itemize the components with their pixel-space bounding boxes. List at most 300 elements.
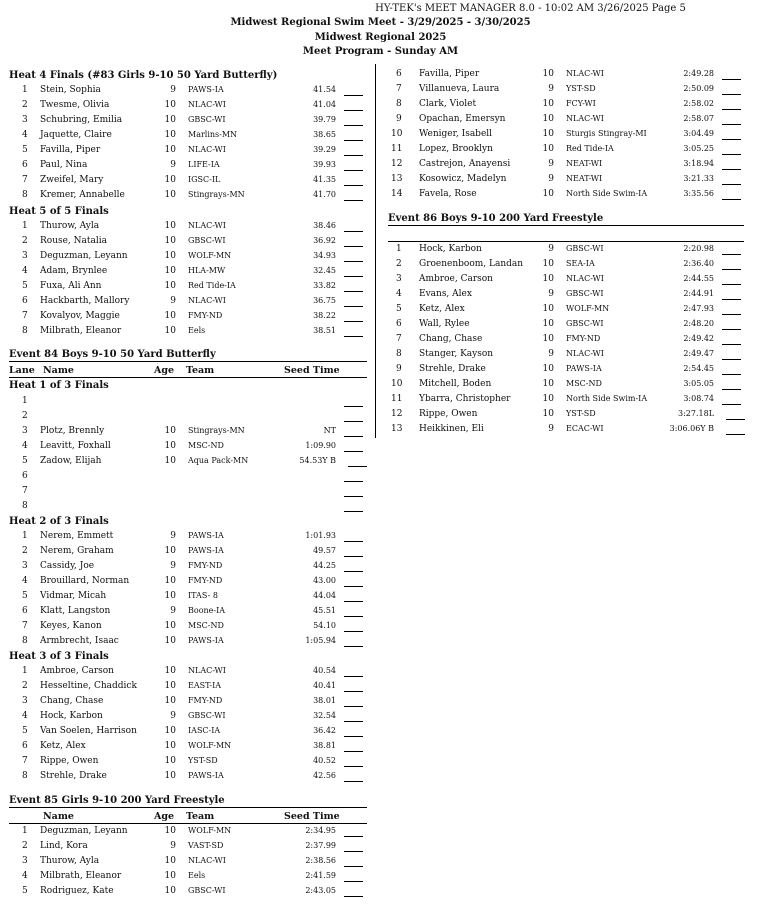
seed-time: 2:49.47 xyxy=(683,349,714,358)
result-blank[interactable] xyxy=(344,881,363,882)
result-blank[interactable] xyxy=(722,404,741,405)
result-blank[interactable] xyxy=(722,154,741,155)
seed-time: 54.10 xyxy=(313,621,336,630)
result-blank[interactable] xyxy=(344,586,363,587)
lane-number: 5 xyxy=(396,304,402,314)
seed-time: 41.35 xyxy=(313,175,336,184)
seed-time: 42.56 xyxy=(313,771,336,780)
col-team: Team xyxy=(186,811,215,822)
swimmer-name: Ketz, Alex xyxy=(40,741,86,751)
swimmer-name: Strehle, Drake xyxy=(419,364,486,374)
header-rule xyxy=(388,225,744,226)
result-blank[interactable] xyxy=(722,329,741,330)
lane-number: 3 xyxy=(22,561,28,571)
seed-time: 38.51 xyxy=(313,326,336,335)
team-name: ITAS- 8 xyxy=(188,591,218,600)
swimmer-age: 10 xyxy=(542,409,554,419)
program-title: Meet Program - Sunday AM xyxy=(302,46,459,57)
swimmer-name: Rippe, Owen xyxy=(419,409,478,419)
swimmer-name: Heikkinen, Eli xyxy=(419,424,484,434)
lane-number: 8 xyxy=(22,190,28,200)
team-name: Eels xyxy=(188,326,206,335)
swimmer-name: Milbrath, Eleanor xyxy=(40,871,122,881)
result-blank[interactable] xyxy=(344,646,363,647)
team-name: GBSC-WI xyxy=(188,886,226,895)
seed-time: 41.04 xyxy=(313,100,336,109)
result-blank[interactable] xyxy=(344,451,363,452)
result-blank[interactable] xyxy=(344,631,363,632)
swimmer-name: Castrejon, Anayensi xyxy=(419,159,511,169)
result-blank[interactable] xyxy=(344,766,363,767)
lane-number: 4 xyxy=(396,289,402,299)
result-blank[interactable] xyxy=(344,866,363,867)
col-team: Team xyxy=(186,365,215,376)
swimmer-name: Armbrecht, Isaac xyxy=(40,636,119,646)
result-blank[interactable] xyxy=(344,231,363,232)
result-blank[interactable] xyxy=(344,896,363,897)
team-name: YST-SD xyxy=(566,84,596,93)
seed-time: 2:58.07 xyxy=(683,114,714,123)
lane-number: 14 xyxy=(391,189,403,199)
result-blank[interactable] xyxy=(722,284,741,285)
swimmer-age: 10 xyxy=(164,756,176,766)
seed-time: 1:05.94 xyxy=(305,636,336,645)
swimmer-age: 10 xyxy=(164,826,176,836)
col-name: Name xyxy=(43,811,74,822)
result-blank[interactable] xyxy=(722,299,741,300)
lane-number: 8 xyxy=(396,349,402,359)
swimmer-name: Stanger, Kayson xyxy=(419,349,494,359)
swimmer-name: Vidmar, Micah xyxy=(40,591,107,601)
team-name: NLAC-WI xyxy=(188,296,226,305)
header-rule xyxy=(9,807,367,808)
swimmer-age: 10 xyxy=(164,441,176,451)
swimmer-name: Lind, Kora xyxy=(40,841,88,851)
team-name: Stingrays-MN xyxy=(188,190,245,199)
lane-number: 8 xyxy=(22,326,28,336)
team-name: VAST-SD xyxy=(188,841,224,850)
result-blank[interactable] xyxy=(722,199,741,200)
lane-number: 7 xyxy=(22,311,28,321)
team-name: IGSC-IL xyxy=(188,175,221,184)
seed-time: 3:27.18L xyxy=(678,409,714,418)
result-blank[interactable] xyxy=(344,736,363,737)
result-blank[interactable] xyxy=(722,184,741,185)
swimmer-age: 10 xyxy=(164,251,176,261)
swimmer-age: 10 xyxy=(164,115,176,125)
lane-number: 1 xyxy=(22,221,28,231)
swimmer-name: Kremer, Annabelle xyxy=(40,190,125,200)
entry-row xyxy=(0,409,761,424)
lane-number: 3 xyxy=(22,696,28,706)
lane-number: 9 xyxy=(396,114,402,124)
lane-number: 7 xyxy=(22,175,28,185)
entry-row xyxy=(0,546,761,561)
swimmer-age: 10 xyxy=(164,856,176,866)
swimmer-age: 9 xyxy=(170,711,176,721)
heat-title: Heat 1 of 3 Finals xyxy=(9,380,109,391)
entry-row xyxy=(0,696,761,711)
entry-row xyxy=(0,501,761,516)
lane-number: 3 xyxy=(22,115,28,125)
entry-row xyxy=(0,606,761,621)
seed-time: 38.22 xyxy=(313,311,336,320)
header-rule xyxy=(388,241,744,242)
entry-row xyxy=(0,394,761,409)
swimmer-name: Ambroe, Carson xyxy=(419,274,493,284)
team-name: GBSC-WI xyxy=(566,319,604,328)
swimmer-age: 9 xyxy=(170,296,176,306)
team-name: GBSC-WI xyxy=(188,711,226,720)
entry-row xyxy=(0,69,761,84)
header-rule xyxy=(9,823,367,824)
result-blank[interactable] xyxy=(344,481,363,482)
seed-time: 33.82 xyxy=(313,281,336,290)
swimmer-name: Brouillard, Norman xyxy=(40,576,130,586)
event-title: Event 84 Boys 9-10 50 Yard Butterfly xyxy=(9,349,216,360)
entry-row xyxy=(0,826,761,841)
lane-number: 8 xyxy=(396,99,402,109)
team-name: Red Tide-IA xyxy=(188,281,236,290)
swimmer-age: 10 xyxy=(164,456,176,466)
event-title: Event 86 Boys 9-10 200 Yard Freestyle xyxy=(388,213,604,224)
col-name: Name xyxy=(43,365,74,376)
lane-number: 4 xyxy=(22,871,28,881)
swimmer-name: Fuxa, Ali Ann xyxy=(40,281,102,291)
entry-row xyxy=(0,144,761,159)
entry-row xyxy=(0,334,761,349)
seed-time: NT xyxy=(323,426,336,435)
lane-number: 6 xyxy=(22,471,28,481)
team-name: WOLF-MN xyxy=(188,741,232,750)
event-title: Event 85 Girls 9-10 200 Yard Freestyle xyxy=(9,795,225,806)
swimmer-name: Groenenboom, Landan xyxy=(419,259,524,269)
entry-row xyxy=(0,636,761,651)
team-name: NLAC-WI xyxy=(188,145,226,154)
col-age: Age xyxy=(154,811,175,822)
lane-number: 5 xyxy=(22,145,28,155)
swimmer-age: 10 xyxy=(542,114,554,124)
lane-number: 2 xyxy=(22,681,28,691)
heat-title: Heat 2 of 3 Finals xyxy=(9,516,109,527)
seed-time: 2:54.45 xyxy=(683,364,714,373)
swimmer-name: Mitchell, Boden xyxy=(419,379,492,389)
result-blank[interactable] xyxy=(344,836,363,837)
team-name: GBSC-WI xyxy=(188,236,226,245)
lane-number: 2 xyxy=(22,841,28,851)
team-name: WOLF-MN xyxy=(188,826,232,835)
swimmer-name: Zweifel, Mary xyxy=(40,175,104,185)
entry-row xyxy=(0,621,761,636)
entry-row xyxy=(0,349,761,364)
lane-number: 8 xyxy=(22,636,28,646)
swimmer-age: 10 xyxy=(542,304,554,314)
result-blank[interactable] xyxy=(344,691,363,692)
team-name: FMY-ND xyxy=(188,561,223,570)
heat-title: Heat 3 of 3 Finals xyxy=(9,651,109,662)
result-blank[interactable] xyxy=(726,419,745,420)
swimmer-age: 10 xyxy=(542,319,554,329)
swimmer-name: Schubring, Emilia xyxy=(40,115,123,125)
team-name: Boone-IA xyxy=(188,606,226,615)
result-blank[interactable] xyxy=(344,851,363,852)
team-name: PAWS-IA xyxy=(566,364,602,373)
result-blank[interactable] xyxy=(344,496,363,497)
swimmer-age: 10 xyxy=(164,221,176,231)
team-name: SEA-IA xyxy=(566,259,595,268)
team-name: FCY-WI xyxy=(566,99,596,108)
entry-row xyxy=(0,856,761,871)
lane-number: 7 xyxy=(22,621,28,631)
lane-number: 2 xyxy=(22,546,28,556)
swimmer-age: 10 xyxy=(164,426,176,436)
team-name: EAST-IA xyxy=(188,681,222,690)
lane-number: 4 xyxy=(22,441,28,451)
result-blank[interactable] xyxy=(722,139,741,140)
swimmer-age: 10 xyxy=(164,886,176,896)
seed-time: 36.42 xyxy=(313,726,336,735)
result-blank[interactable] xyxy=(348,466,367,467)
entry-row xyxy=(0,259,761,274)
swimmer-age: 10 xyxy=(164,591,176,601)
swimmer-name: Rippe, Owen xyxy=(40,756,99,766)
software-title: HY-TEK's MEET MANAGER 8.0 - 10:02 AM 3/26/2025 Page 5 xyxy=(375,3,686,14)
result-blank[interactable] xyxy=(722,344,741,345)
team-name: North Side Swim-IA xyxy=(566,189,648,198)
swimmer-name: Hock, Karbon xyxy=(419,244,482,254)
seed-time: 38.46 xyxy=(313,221,336,230)
entry-row xyxy=(0,771,761,786)
swimmer-age: 10 xyxy=(164,281,176,291)
seed-time: 3:35.56 xyxy=(683,189,714,198)
team-name: Marlins-MN xyxy=(188,130,238,139)
seed-time: 2:38.56 xyxy=(305,856,336,865)
entry-row xyxy=(0,841,761,856)
entry-row xyxy=(0,379,761,394)
swimmer-name: Deguzman, Leyann xyxy=(40,826,128,836)
seed-time: 38.81 xyxy=(313,741,336,750)
entry-row xyxy=(0,174,761,189)
entry-row xyxy=(0,726,761,741)
entry-row xyxy=(0,576,761,591)
lane-number: 4 xyxy=(22,130,28,140)
swimmer-age: 10 xyxy=(542,364,554,374)
team-name: Stingrays-MN xyxy=(188,426,245,435)
seed-time: 2:44.55 xyxy=(683,274,714,283)
swimmer-age: 10 xyxy=(542,99,554,109)
swimmer-name: Adam, Brynlee xyxy=(40,266,108,276)
swimmer-name: Nerem, Emmett xyxy=(40,531,114,541)
heat-title: Heat 4 Finals (#83 Girls 9-10 50 Yard Butterfly) xyxy=(9,70,278,81)
seed-time: 44.25 xyxy=(313,561,336,570)
team-name: Eels xyxy=(188,871,206,880)
entry-row xyxy=(0,114,761,129)
result-blank[interactable] xyxy=(722,374,741,375)
result-blank[interactable] xyxy=(344,676,363,677)
seed-time: 1:09.90 xyxy=(305,441,336,450)
team-name: GBSC-WI xyxy=(566,244,604,253)
lane-number: 13 xyxy=(391,424,403,434)
entry-row xyxy=(0,756,761,771)
team-name: NEAT-WI xyxy=(566,174,603,183)
seed-time: 2:47.93 xyxy=(683,304,714,313)
team-name: PAWS-IA xyxy=(188,546,224,555)
result-blank[interactable] xyxy=(722,124,741,125)
seed-time: 39.29 xyxy=(313,145,336,154)
seed-time: 45.51 xyxy=(313,606,336,615)
lane-number: 10 xyxy=(391,379,403,389)
swimmer-age: 9 xyxy=(170,160,176,170)
swimmer-name: Hock, Karbon xyxy=(40,711,103,721)
swimmer-age: 10 xyxy=(164,681,176,691)
swimmer-name: Zadow, Elijah xyxy=(40,456,102,466)
seed-time: 40.54 xyxy=(313,666,336,675)
swimmer-name: Clark, Violet xyxy=(419,99,477,109)
seed-time: 41.54 xyxy=(313,85,336,94)
swimmer-age: 10 xyxy=(164,871,176,881)
result-blank[interactable] xyxy=(344,556,363,557)
team-name: NLAC-WI xyxy=(188,856,226,865)
lane-number: 1 xyxy=(22,531,28,541)
lane-number: 2 xyxy=(396,259,402,269)
lane-number: 5 xyxy=(22,591,28,601)
heat-title: Heat 5 of 5 Finals xyxy=(9,206,109,217)
seed-time: 3:04.49 xyxy=(683,129,714,138)
result-blank[interactable] xyxy=(344,751,363,752)
result-blank[interactable] xyxy=(344,571,363,572)
result-blank[interactable] xyxy=(722,269,741,270)
meet-title: Midwest Regional Swim Meet - 3/29/2025 - 3/30/2025 xyxy=(230,17,531,28)
result-blank[interactable] xyxy=(344,616,363,617)
col-seed: Seed Time xyxy=(284,811,340,822)
swimmer-age: 10 xyxy=(164,266,176,276)
team-name: Red Tide-IA xyxy=(566,144,614,153)
swimmer-name: Cassidy, Joe xyxy=(40,561,95,571)
seed-time: 3:05.25 xyxy=(683,144,714,153)
seed-time: 3:05.05 xyxy=(683,379,714,388)
result-blank[interactable] xyxy=(722,254,741,255)
team-name: NLAC-WI xyxy=(566,69,604,78)
swimmer-age: 9 xyxy=(548,244,554,254)
result-blank[interactable] xyxy=(344,781,363,782)
seed-time: 36.92 xyxy=(313,236,336,245)
swimmer-age: 10 xyxy=(164,741,176,751)
seed-time: 2:58.02 xyxy=(683,99,714,108)
lane-number: 1 xyxy=(22,826,28,836)
lane-number: 5 xyxy=(22,281,28,291)
swimmer-age: 10 xyxy=(542,189,554,199)
team-name: Aqua Pack-MN xyxy=(188,456,249,465)
seed-time: 40.41 xyxy=(313,681,336,690)
swimmer-name: Plotz, Brennly xyxy=(40,426,105,436)
lane-number: 12 xyxy=(391,159,403,169)
result-blank[interactable] xyxy=(722,389,741,390)
swimmer-age: 10 xyxy=(164,145,176,155)
meet-subtitle: Midwest Regional 2025 xyxy=(314,32,447,43)
seed-time: 2:49.28 xyxy=(683,69,714,78)
swimmer-age: 10 xyxy=(164,546,176,556)
swimmer-age: 10 xyxy=(542,144,554,154)
entry-row xyxy=(0,99,761,114)
seed-time: 43.00 xyxy=(313,576,336,585)
lane-number: 5 xyxy=(22,726,28,736)
seed-time: 2:41.59 xyxy=(305,871,336,880)
swimmer-age: 10 xyxy=(164,175,176,185)
swimmer-name: Favela, Rose xyxy=(419,189,477,199)
entry-row xyxy=(0,129,761,144)
swimmer-age: 9 xyxy=(170,561,176,571)
team-name: IASC-IA xyxy=(188,726,221,735)
swimmer-age: 10 xyxy=(164,576,176,586)
result-blank[interactable] xyxy=(722,169,741,170)
result-blank[interactable] xyxy=(344,721,363,722)
lane-number: 1 xyxy=(396,244,402,254)
lane-number: 11 xyxy=(391,144,403,154)
team-name: MSC-ND xyxy=(566,379,602,388)
swimmer-name: Leavitt, Foxhall xyxy=(40,441,111,451)
team-name: FMY-ND xyxy=(566,334,601,343)
entry-row xyxy=(0,289,761,304)
swimmer-name: Rouse, Natalia xyxy=(40,236,108,246)
seed-time: 2:44.91 xyxy=(683,289,714,298)
lane-number: 13 xyxy=(391,174,403,184)
result-blank[interactable] xyxy=(344,541,363,542)
team-name: GBSC-WI xyxy=(566,289,604,298)
swimmer-age: 9 xyxy=(170,606,176,616)
lane-number: 10 xyxy=(391,129,403,139)
seed-time: 3:06.06Y B xyxy=(669,424,714,433)
lane-number: 5 xyxy=(22,456,28,466)
seed-time: 2:43.05 xyxy=(305,886,336,895)
lane-number: 6 xyxy=(22,606,28,616)
result-blank[interactable] xyxy=(722,94,741,95)
result-blank[interactable] xyxy=(722,79,741,80)
entry-row xyxy=(0,486,761,501)
result-blank[interactable] xyxy=(722,359,741,360)
seed-time: 41.70 xyxy=(313,190,336,199)
swimmer-name: Strehle, Drake xyxy=(40,771,107,781)
entry-row xyxy=(0,886,761,901)
swimmer-age: 10 xyxy=(164,666,176,676)
swimmer-age: 10 xyxy=(164,726,176,736)
result-blank[interactable] xyxy=(722,314,741,315)
swimmer-age: 10 xyxy=(542,379,554,389)
team-name: LIFE-IA xyxy=(188,160,220,169)
swimmer-age: 10 xyxy=(164,100,176,110)
swimmer-age: 9 xyxy=(548,289,554,299)
team-name: YST-SD xyxy=(188,756,218,765)
team-name: GBSC-WI xyxy=(188,115,226,124)
result-blank[interactable] xyxy=(344,601,363,602)
seed-time: 2:20.98 xyxy=(683,244,714,253)
swimmer-name: Stein, Sophia xyxy=(40,85,101,95)
result-blank[interactable] xyxy=(344,706,363,707)
result-blank[interactable] xyxy=(722,109,741,110)
lane-number: 3 xyxy=(396,274,402,284)
lane-number: 12 xyxy=(391,409,403,419)
swimmer-age: 10 xyxy=(164,621,176,631)
result-blank[interactable] xyxy=(344,511,363,512)
seed-time: 54.53Y B xyxy=(299,456,336,465)
entry-row xyxy=(0,221,761,236)
lane-number: 8 xyxy=(22,501,28,511)
swimmer-name: Favilla, Piper xyxy=(419,69,480,79)
seed-time: 44.04 xyxy=(313,591,336,600)
team-name: NLAC-WI xyxy=(566,114,604,123)
result-blank[interactable] xyxy=(726,434,745,435)
swimmer-age: 9 xyxy=(170,531,176,541)
lane-number: 4 xyxy=(22,266,28,276)
